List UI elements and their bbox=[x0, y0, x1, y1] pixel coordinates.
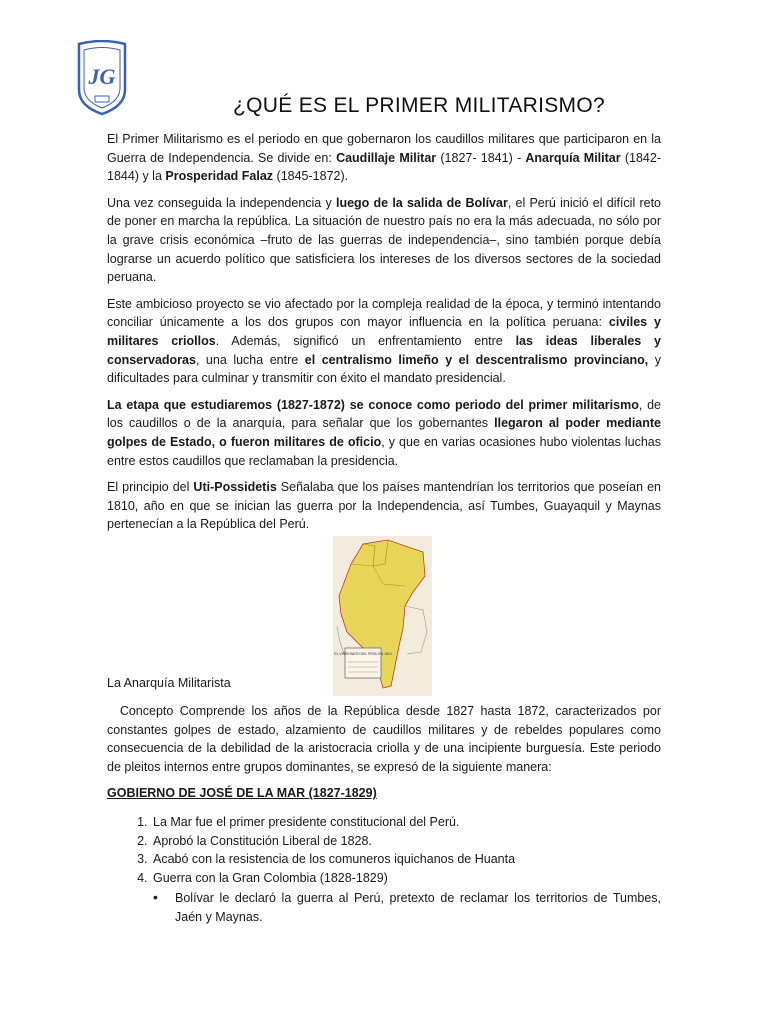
numbered-list bbox=[107, 813, 661, 887]
map-image bbox=[333, 536, 432, 696]
paragraph-project: Este ambicioso proyecto se vio afectado por la compleja realidad de la época, y terminó intentando conciliar únicamente a los dos grupos con mayor influencia en la política peruana: civiles y militares criollos. Además, significó un enfrentamiento entre las ideas liberales y conservadoras, una lucha entre el centralismo limeño y el descentralismo provinciano, y dificultades para culminar y transmitir con éxito el mandato presidencial. bbox=[107, 296, 661, 386]
map-caption: La Anarquía Militarista bbox=[107, 676, 231, 690]
list-item: 1. La Mar fue el primer presidente constitucional del Perú. bbox=[151, 813, 661, 832]
bullet-item: • Bolívar le declaró la guerra al Perú, pretexto de reclamar los territorios de Tumbes, Jaén y Maynas. bbox=[175, 889, 661, 926]
list-item: 3. Acabó con la resistencia de los comuneros iquichanos de Huanta bbox=[151, 850, 661, 869]
paragraph-uti-possidetis: El principio del Uti-Possidetis Señalaba que los países mantendrían los territorios que poseían en 1810, año en que se inician las guerra por la Independencia, así Tumbes, Guayaquil y Maynas pertenecían a la República del Perú. bbox=[107, 480, 662, 532]
map-legend-title: EL VIRREINATO DEL PERU EN 1810 bbox=[334, 652, 392, 656]
section-heading: GOBIERNO DE JOSÉ DE LA MAR (1827-1829) bbox=[107, 786, 377, 801]
svg-text:JG: JG bbox=[88, 64, 116, 89]
bullet-list bbox=[107, 889, 661, 926]
paragraph-intro: El Primer Militarismo es el periodo en que gobernaron los caudillos militares que participaron en la Guerra de Independencia. Se divide en: Caudillaje Militar (1827- 1841) - Anarquía Militar (1842-1844) y la Prosperidad Falaz (1845-1872). bbox=[107, 132, 661, 184]
list-item: 2. Aprobó la Constitución Liberal de 1828. bbox=[151, 832, 661, 851]
document-body-continued bbox=[107, 702, 665, 927]
paragraph-concept: Concepto Comprende los años de la República desde 1827 hasta 1872, caracterizados por constantes golpes de estado, alzamiento de caudillos militares y de rebeldes populares como consecuencia de la debilidad de la aristocracia criolla y de una incipiente burguesía. Este periodo de pleitos internos entre grupos dominantes, se expresó de la siguiente manera: bbox=[107, 704, 665, 774]
paragraph-stage: La etapa que estudiaremos (1827-1872) se conoce como periodo del primer militarismo, de los caudillos o de la anarquía, para señalar que los gobernantes llegaron al poder mediante golpes de Estado, o fueron militares de oficio, y que en varias ocasiones hubo violentas luchas entre estos caudillos que reclamaban la presidencia. bbox=[107, 397, 661, 468]
paragraph-independence: Una vez conseguida la independencia y luego de la salida de Bolívar, el Perú inició el difícil reto de poner en marcha la república. La situación de nuestro país no era la más adecuada, no sólo por la grave crisis económica –fruto de las guerras de independencia–, sino también porque debía lograrse un acuerdo político que satisficiera los intereses de los diversos sectores de la sociedad peruana. bbox=[107, 195, 661, 285]
document-body bbox=[107, 130, 661, 542]
list-item: 4. Guerra con la Gran Colombia (1828-1829) bbox=[151, 869, 661, 888]
page-title: ¿QUÉ ES EL PRIMER MILITARISMO? bbox=[233, 94, 605, 117]
